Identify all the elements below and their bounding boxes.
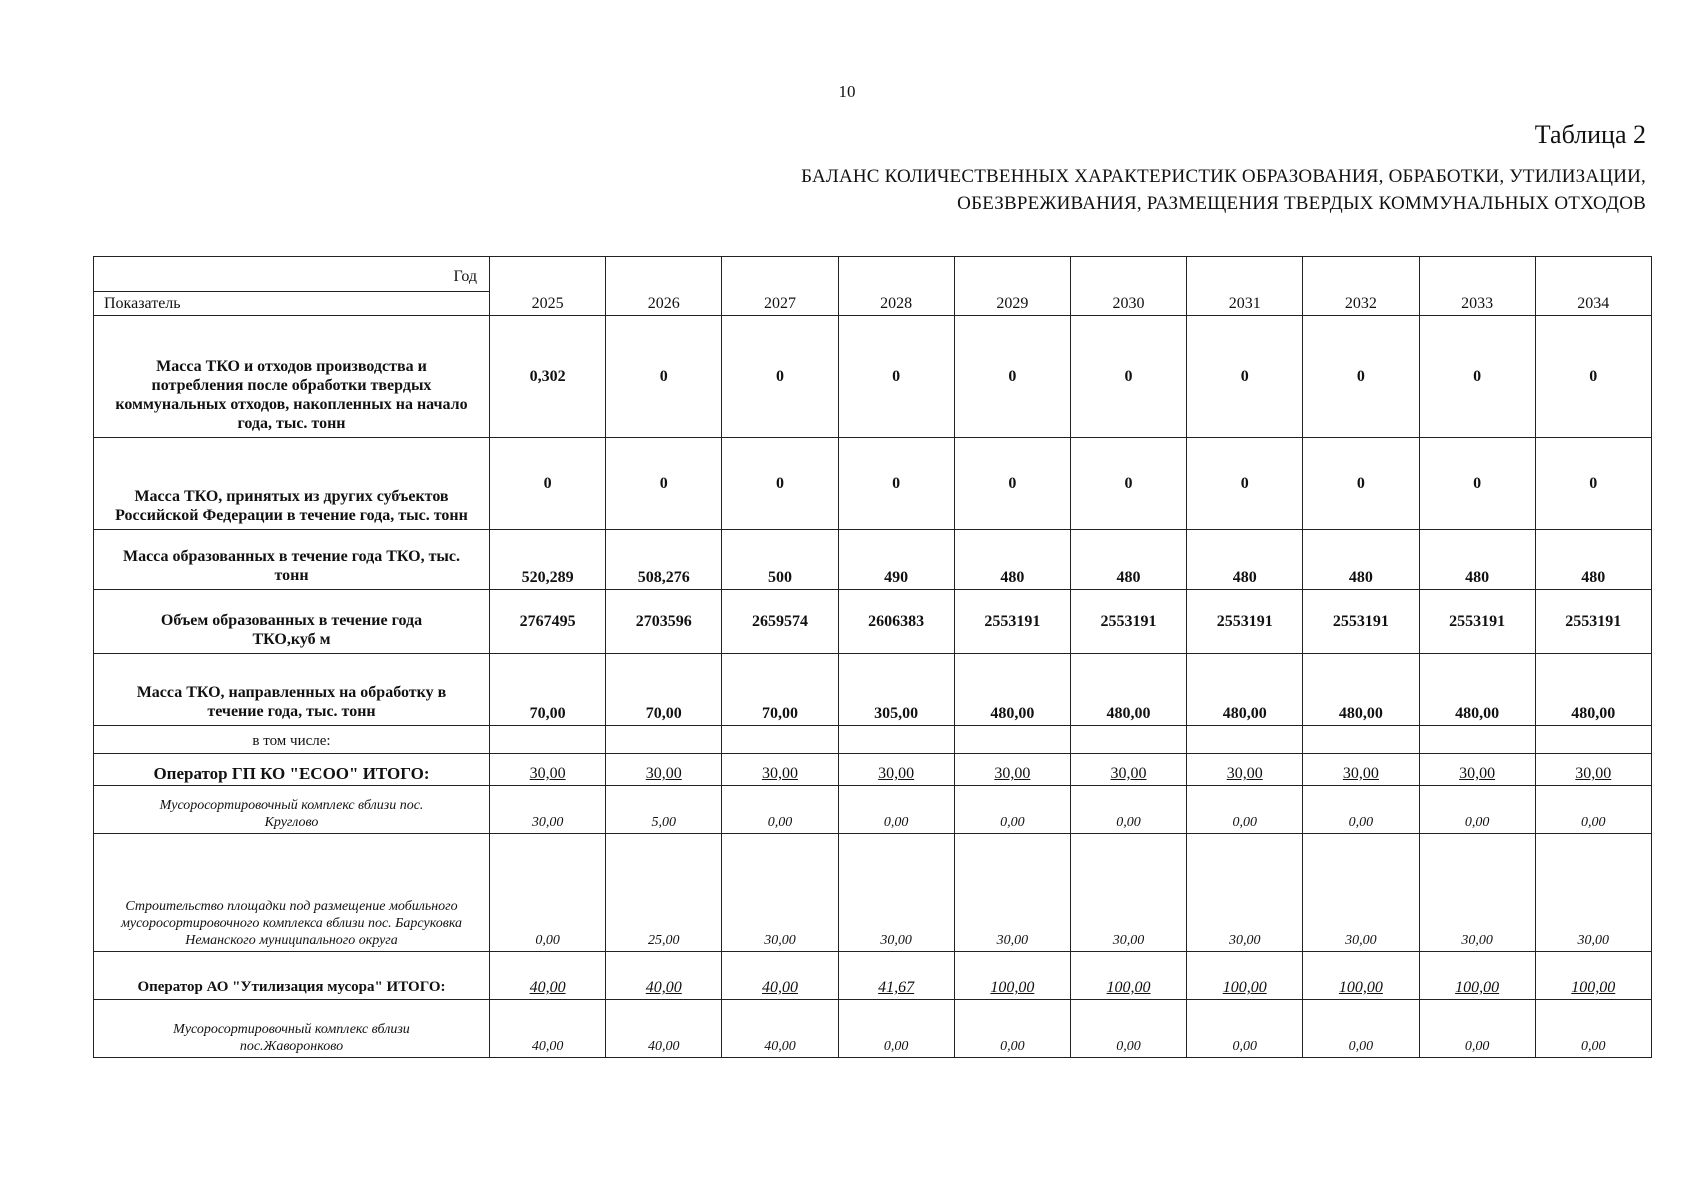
table-cell: 30,00: [1187, 834, 1303, 952]
table-cell: 0,00: [954, 786, 1070, 834]
year-header: 2026: [606, 257, 722, 316]
table-cell: 0,00: [1419, 786, 1535, 834]
table-cell: 0: [954, 316, 1070, 438]
table-cell: 40,00: [490, 1000, 606, 1058]
table-cell: 2659574: [722, 590, 838, 654]
year-header: 2032: [1303, 257, 1419, 316]
table-cell: 30,00: [954, 754, 1070, 786]
table-cell: 0: [954, 438, 1070, 530]
table-cell: 0: [1535, 438, 1651, 530]
table-cell: 305,00: [838, 654, 954, 726]
table-cell: [490, 726, 606, 754]
table-cell: 30,00: [1070, 834, 1186, 952]
table-cell: [606, 726, 722, 754]
table-cell: 0: [838, 316, 954, 438]
table-cell: 480,00: [1187, 654, 1303, 726]
table-cell: 0: [1419, 316, 1535, 438]
table-cell: 0: [838, 438, 954, 530]
table-cell: 2553191: [1535, 590, 1651, 654]
table-cell: 100,00: [1070, 952, 1186, 1000]
table-cell: 2553191: [1070, 590, 1186, 654]
table-cell: [722, 726, 838, 754]
balance-table: [93, 256, 1652, 1058]
table-cell: 500: [722, 530, 838, 590]
table-cell: 100,00: [1187, 952, 1303, 1000]
table-cell: 480,00: [1303, 654, 1419, 726]
table-cell: 2553191: [1303, 590, 1419, 654]
table-cell: 0: [1070, 438, 1186, 530]
table-cell: 0: [1187, 438, 1303, 530]
table-cell: 2703596: [606, 590, 722, 654]
table-cell: 480: [1419, 530, 1535, 590]
table-cell: 0,00: [838, 1000, 954, 1058]
row-label: Мусоросортировочный комплекс вблизи пос. Круглово: [94, 786, 490, 834]
table-row: [94, 590, 1652, 654]
table-cell: 30,00: [1419, 754, 1535, 786]
table-cell: 480: [1070, 530, 1186, 590]
table-row: [94, 786, 1652, 834]
table-cell: 30,00: [1303, 834, 1419, 952]
table-cell: 30,00: [954, 834, 1070, 952]
table-cell: 2553191: [1187, 590, 1303, 654]
table-cell: 0,00: [838, 786, 954, 834]
table-row: [94, 1000, 1652, 1058]
table-cell: 40,00: [606, 1000, 722, 1058]
indicator-header-label: Показатель: [104, 295, 181, 312]
row-label: Масса ТКО, принятых из других субъектов Российской Федерации в течение года, тыс. тонн: [94, 438, 490, 530]
table-row: [94, 530, 1652, 590]
row-label: в том числе:: [94, 726, 490, 754]
year-header: 2034: [1535, 257, 1651, 316]
table-cell: 70,00: [722, 654, 838, 726]
year-header: 2033: [1419, 257, 1535, 316]
table-cell: 0,00: [1187, 1000, 1303, 1058]
table-cell: 30,00: [490, 786, 606, 834]
table-cell: 480: [1535, 530, 1651, 590]
table-cell: 100,00: [954, 952, 1070, 1000]
table-cell: 490: [838, 530, 954, 590]
table-cell: 30,00: [722, 754, 838, 786]
row-label: Масса ТКО, направленных на обработку в течение года, тыс. тонн: [94, 654, 490, 726]
table-cell: 30,00: [1535, 754, 1651, 786]
table-cell: 508,276: [606, 530, 722, 590]
year-header-label: Год: [453, 268, 477, 285]
table-cell: 2553191: [954, 590, 1070, 654]
table-cell: 0,00: [1303, 786, 1419, 834]
table-cell: 480,00: [1070, 654, 1186, 726]
table-cell: 40,00: [722, 1000, 838, 1058]
table-label: Таблица 2: [1534, 120, 1646, 149]
table-cell: 480: [1187, 530, 1303, 590]
table-cell: 2553191: [1419, 590, 1535, 654]
table-cell: [838, 726, 954, 754]
table-cell: 30,00: [838, 754, 954, 786]
table-cell: [1187, 726, 1303, 754]
table-cell: 70,00: [490, 654, 606, 726]
table-cell: 0,00: [1419, 1000, 1535, 1058]
table-cell: 30,00: [1187, 754, 1303, 786]
table-cell: 30,00: [1303, 754, 1419, 786]
row-label: Оператор ГП КО "ЕСОО" ИТОГО:: [94, 754, 490, 786]
table-cell: 0,00: [954, 1000, 1070, 1058]
table-cell: 0,00: [1187, 786, 1303, 834]
row-label: Объем образованных в течение года ТКО,куб м: [94, 590, 490, 654]
table-cell: 480: [1303, 530, 1419, 590]
table-cell: 0: [490, 438, 606, 530]
table-cell: 100,00: [1303, 952, 1419, 1000]
table-cell: 0: [722, 316, 838, 438]
row-label: Строительство площадки под размещение мобильного мусоросортировочного комплекса вблизи пос. Барсуковка Неманского муниципального округа: [94, 834, 490, 952]
table-cell: 480,00: [1535, 654, 1651, 726]
header-row: [94, 257, 1652, 316]
table-cell: 30,00: [606, 754, 722, 786]
table-cell: [1419, 726, 1535, 754]
table-cell: 480,00: [954, 654, 1070, 726]
table-cell: 40,00: [490, 952, 606, 1000]
table-cell: [1535, 726, 1651, 754]
table-cell: 0,00: [722, 786, 838, 834]
table-row: [94, 834, 1652, 952]
table-cell: 100,00: [1535, 952, 1651, 1000]
year-header: 2027: [722, 257, 838, 316]
table-cell: 30,00: [838, 834, 954, 952]
row-label: Масса ТКО и отходов производства и потребления после обработки твердых коммунальных отходов, накопленных на начало года, тыс. тонн: [94, 316, 490, 438]
table-cell: 520,289: [490, 530, 606, 590]
row-label: Мусоросортировочный комплекс вблизи пос.Жаворонково: [94, 1000, 490, 1058]
table-cell: 30,00: [1535, 834, 1651, 952]
table-cell: 2606383: [838, 590, 954, 654]
table-cell: [1070, 726, 1186, 754]
header-corner-cell: [94, 257, 490, 316]
table-cell: 0,00: [1535, 786, 1651, 834]
table-row: [94, 438, 1652, 530]
table-cell: 0: [1419, 438, 1535, 530]
table-title-line-2: ОБЕЗВРЕЖИВАНИЯ, РАЗМЕЩЕНИЯ ТВЕРДЫХ КОММУНАЛЬНЫХ ОТХОДОВ: [957, 193, 1646, 214]
table-cell: 480: [954, 530, 1070, 590]
table-cell: 0: [606, 316, 722, 438]
table-cell: 30,00: [1419, 834, 1535, 952]
year-header: 2031: [1187, 257, 1303, 316]
table-cell: 30,00: [722, 834, 838, 952]
table-cell: 0,00: [1070, 786, 1186, 834]
table-cell: 0,00: [1070, 1000, 1186, 1058]
table-cell: 0,00: [1303, 1000, 1419, 1058]
table-cell: 480,00: [1419, 654, 1535, 726]
table-cell: 40,00: [722, 952, 838, 1000]
table-cell: 25,00: [606, 834, 722, 952]
table-title: [646, 163, 1646, 217]
table-cell: 100,00: [1419, 952, 1535, 1000]
table-row: [94, 952, 1652, 1000]
table-cell: 0,302: [490, 316, 606, 438]
table-cell: 0: [606, 438, 722, 530]
table-cell: 0: [1303, 438, 1419, 530]
table-cell: 0,00: [1535, 1000, 1651, 1058]
table-row: [94, 654, 1652, 726]
page-number: 10: [838, 82, 856, 101]
row-label: Масса образованных в течение года ТКО, тыс. тонн: [94, 530, 490, 590]
table-cell: 0: [1070, 316, 1186, 438]
table-row: [94, 726, 1652, 754]
table-cell: 0: [1187, 316, 1303, 438]
table-row: [94, 754, 1652, 786]
table-cell: 0,00: [490, 834, 606, 952]
table-cell: 0: [1535, 316, 1651, 438]
table-cell: [954, 726, 1070, 754]
table-cell: 0: [1303, 316, 1419, 438]
year-header: 2025: [490, 257, 606, 316]
table-row: [94, 316, 1652, 438]
table-cell: 0: [722, 438, 838, 530]
row-label: Оператор АО "Утилизация мусора" ИТОГО:: [94, 952, 490, 1000]
year-header: 2030: [1070, 257, 1186, 316]
table-cell: 40,00: [606, 952, 722, 1000]
table-title-line-1: БАЛАНС КОЛИЧЕСТВЕННЫХ ХАРАКТЕРИСТИК ОБРАЗОВАНИЯ, ОБРАБОТКИ, УТИЛИЗАЦИИ,: [801, 166, 1646, 187]
table-cell: 70,00: [606, 654, 722, 726]
table-cell: 30,00: [490, 754, 606, 786]
table-cell: 41,67: [838, 952, 954, 1000]
table-cell: 5,00: [606, 786, 722, 834]
table-cell: 2767495: [490, 590, 606, 654]
year-header: 2028: [838, 257, 954, 316]
year-header: 2029: [954, 257, 1070, 316]
table-cell: 30,00: [1070, 754, 1186, 786]
table-cell: [1303, 726, 1419, 754]
